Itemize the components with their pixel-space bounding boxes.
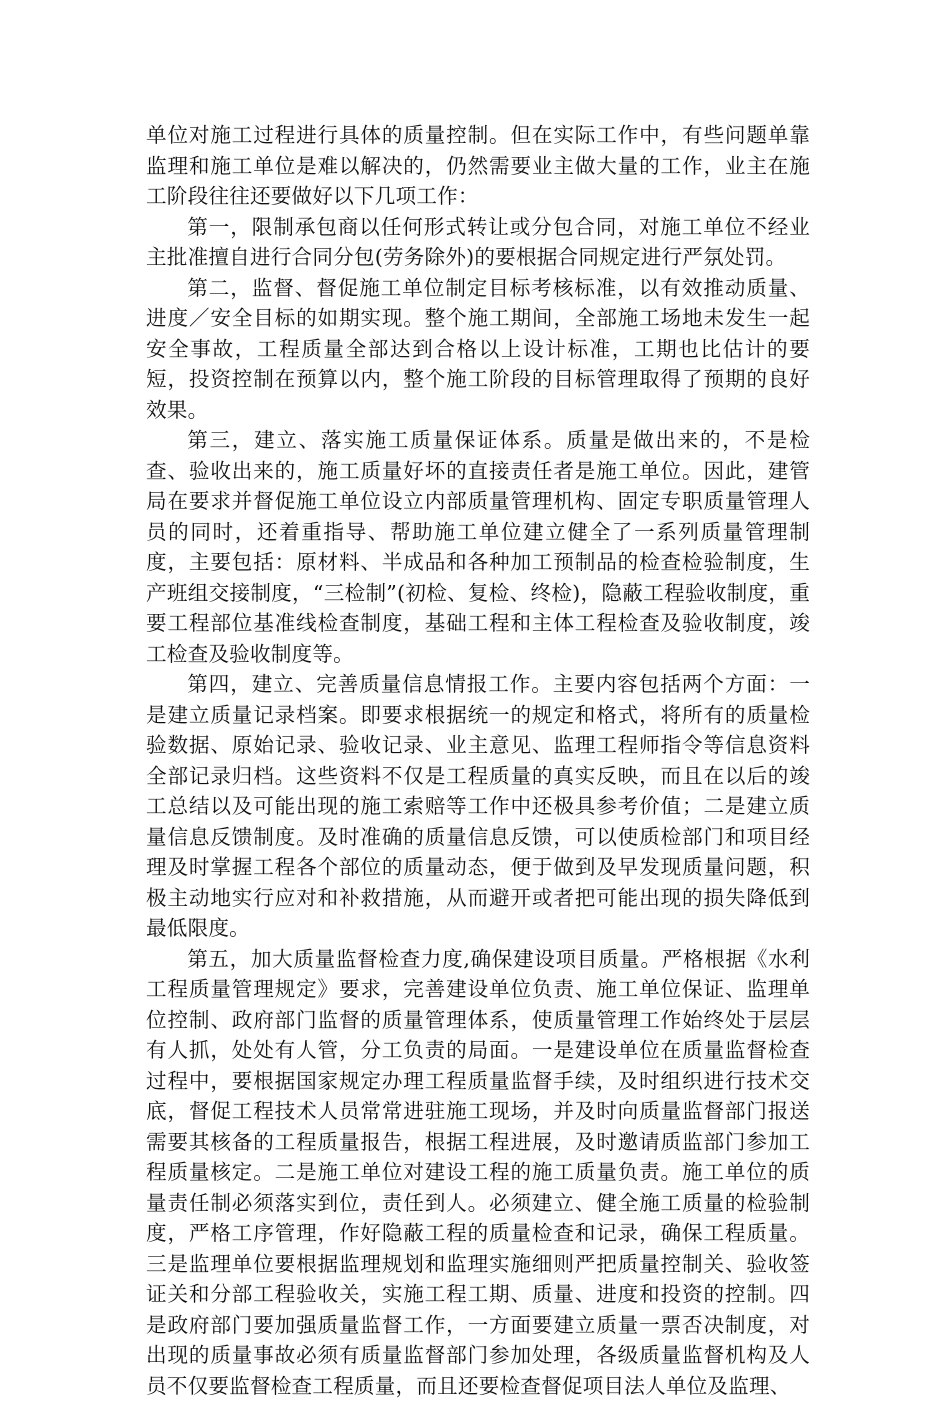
paragraph-third: 第三，建立、落实施工质量保证体系。质量是做出来的，不是检查、验收出来的，施工质量好坏的直接责任者是施工单位。因此，建管局在要求并督促施工单位设立内部质量管理机构、固定专职质量管理人员的同时，还着重指导、帮助施工单位建立健全了一系列质量管理制度，主要包括：原材料、半成品和各种加工预制品的检查检验制度，生产班组交接制度，“三检制”(初检、复检、终检)，隐蔽工程验收制度，重要工程部位基准线检查制度，基础工程和主体工程检查及验收制度，竣工检查及验收制度等。 bbox=[146, 425, 810, 669]
paragraph-fourth: 第四，建立、完善质量信息情报工作。主要内容包括两个方面：一是建立质量记录档案。即要求根据统一的规定和格式，将所有的质量检验数据、原始记录、验收记录、业主意见、监理工程师指令等信息资料全部记录归档。这些资料不仅是工程质量的真实反映，而且在以后的竣工总结以及可能出现的施工索赔等工作中还极具参考价值；二是建立质量信息反馈制度。及时准确的质量信息反馈，可以使质检部门和项目经理及时掌握工程各个部位的质量动态，便于做到及早发现质量问题，积极主动地实行应对和补救措施，从而避开或者把可能出现的损失降低到最低限度。 bbox=[146, 669, 810, 944]
paragraph-fifth: 第五，加大质量监督检查力度,确保建设项目质量。严格根据《水利工程质量管理规定》要求，完善建设单位负责、施工单位保证、监理单位控制、政府部门监督的质量管理体系，使质量管理工作始终处于层层有人抓，处处有人管，分工负责的局面。一是建设单位在质量监督检查过程中，要根据国家规定办理工程质量监督手续，及时组织进行技术交底，督促工程技术人员常常进驻施工现场，并及时向质量监督部门报送需要其核备的工程质量报告，根据工程进展，及时邀请质监部门参加工程质量核定。二是施工单位对建设工程的施工质量负责。施工单位的质量责任制必须落实到位，责任到人。必须建立、健全施工质量的检验制度，严格工序管理，作好隐蔽工程的质量检查和记录，确保工程质量。三是监理单位要根据监理规划和监理实施细则严把质量控制关、验收签证关和分部工程验收关，实施工程工期、质量、进度和投资的控制。四是政府部门要加强质量监督工作，一方面要建立质量一票否决制度，对出现的质量事故必须有质量监督部门参加处理，各级质量监督机构及人员不仅要监督检查工程质量，而且还要检查督促项目法人单位及监理、 bbox=[146, 944, 810, 1401]
paragraph-continuation: 单位对施工过程进行具体的质量控制。但在实际工作中，有些问题单靠监理和施工单位是难以解决的，仍然需要业主做大量的工作，业主在施工阶段往往还要做好以下几项工作： bbox=[146, 120, 810, 212]
paragraph-first: 第一，限制承包商以任何形式转让或分包合同，对施工单位不经业主批准擅自进行合同分包(劳务除外)的要根据合同规定进行严氛处罚。 bbox=[146, 212, 810, 273]
paragraph-second: 第二，监督、督促施工单位制定目标考核标准，以有效推动质量、进度／安全目标的如期实现。整个施工期间，全部施工场地未发生一起安全事故，工程质量全部达到合格以上设计标准，工期也比估计的要短，投资控制在预算以内，整个施工阶段的目标管理取得了预期的良好效果。 bbox=[146, 273, 810, 426]
document-body bbox=[146, 120, 810, 1401]
